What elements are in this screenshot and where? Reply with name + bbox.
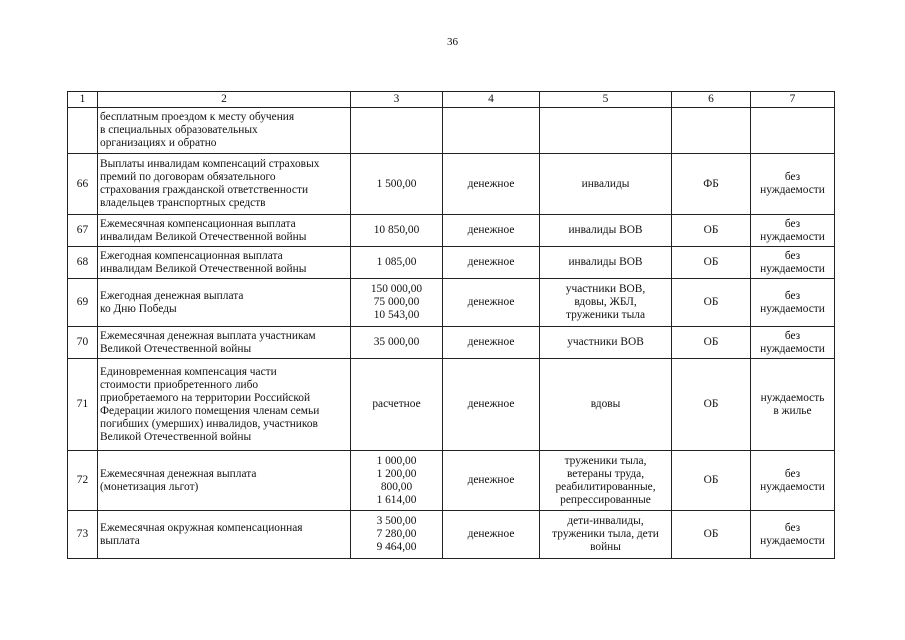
form-cell: денежное bbox=[443, 511, 540, 559]
table-row bbox=[68, 279, 835, 327]
row-number-cell: 69 bbox=[68, 279, 98, 327]
benefit-name-cell bbox=[98, 451, 351, 511]
amount-value: 7 280,00 bbox=[376, 528, 417, 540]
condition-line: нуждаемость bbox=[760, 391, 825, 404]
benefit-name-line: Единовременная компенсация части bbox=[100, 365, 277, 378]
condition-line: без bbox=[784, 521, 801, 534]
amount-value: 1 085,00 bbox=[376, 256, 417, 268]
condition-cell bbox=[751, 359, 835, 451]
recipient-line: вдовы bbox=[590, 398, 621, 410]
recipients-cell bbox=[540, 279, 672, 327]
recipients-cell bbox=[540, 154, 672, 215]
table-row bbox=[68, 154, 835, 215]
benefit-name-cell bbox=[98, 108, 351, 154]
recipient-line: дети-инвалиды, bbox=[567, 515, 644, 527]
benefit-name-cell bbox=[98, 279, 351, 327]
condition-cell bbox=[751, 279, 835, 327]
column-header: 3 bbox=[351, 92, 443, 108]
amount-value: 800,00 bbox=[380, 480, 413, 493]
table-row bbox=[68, 511, 835, 559]
recipients-cell bbox=[540, 359, 672, 451]
condition-cell bbox=[751, 247, 835, 279]
form-cell: денежное bbox=[443, 247, 540, 279]
budget-cell: ОБ bbox=[672, 511, 751, 559]
benefit-name-line: Федерации жилого помещения членам семьи bbox=[100, 404, 320, 417]
condition-line: без bbox=[784, 171, 801, 183]
benefit-name-line: Великой Отечественной войны bbox=[100, 342, 252, 355]
amount-value: 10 850,00 bbox=[373, 224, 420, 236]
amount-cell bbox=[351, 359, 443, 451]
amount-value: 3 500,00 bbox=[376, 515, 417, 527]
benefit-name-line: Ежегодная компенсационная выплата bbox=[100, 249, 283, 262]
benefit-name-cell bbox=[98, 359, 351, 451]
recipients-cell bbox=[540, 327, 672, 359]
condition-line: нуждаемости bbox=[760, 230, 825, 243]
benefit-name-line: Ежегодная денежная выплата bbox=[100, 289, 244, 302]
table-row bbox=[68, 247, 835, 279]
table-row bbox=[68, 215, 835, 247]
budget-cell: ОБ bbox=[672, 327, 751, 359]
benefit-name-cell bbox=[98, 215, 351, 247]
condition-line: нуждаемости bbox=[760, 184, 825, 196]
column-header: 6 bbox=[672, 92, 751, 108]
amount-value: 35 000,00 bbox=[373, 336, 420, 348]
benefit-name-line: Ежемесячная компенсационная выплата bbox=[100, 217, 296, 230]
benefit-name-line: Выплаты инвалидам компенсаций страховых bbox=[100, 158, 320, 170]
amount-value: 75 000,00 bbox=[373, 296, 420, 308]
benefit-name-line: приобретаемого на территории Российской bbox=[100, 391, 311, 404]
column-header: 5 bbox=[540, 92, 672, 108]
benefit-name-line: Ежемесячная денежная выплата участникам bbox=[100, 329, 316, 342]
condition-cell bbox=[751, 154, 835, 215]
benefit-name-line: организациях и обратно bbox=[100, 137, 217, 149]
form-cell: денежное bbox=[443, 327, 540, 359]
budget-cell: ОБ bbox=[672, 451, 751, 511]
condition-cell bbox=[751, 511, 835, 559]
recipient-line: реабилитированные, bbox=[555, 480, 656, 493]
condition-cell bbox=[751, 108, 835, 154]
recipients-cell bbox=[540, 108, 672, 154]
benefit-name-line: в специальных образовательных bbox=[100, 124, 258, 136]
budget-cell: ОБ bbox=[672, 279, 751, 327]
recipient-line: труженики тыла, дети bbox=[552, 528, 659, 540]
condition-line: нуждаемости bbox=[760, 534, 825, 547]
amount-cell bbox=[351, 327, 443, 359]
row-number-cell: 66 bbox=[68, 154, 98, 215]
recipient-line: инвалиды ВОВ bbox=[568, 224, 643, 236]
recipient-line: участники ВОВ bbox=[567, 336, 644, 348]
budget-cell: ОБ bbox=[672, 215, 751, 247]
amount-cell bbox=[351, 279, 443, 327]
benefits-table bbox=[67, 91, 835, 559]
amount-value: 9 464,00 bbox=[376, 541, 417, 553]
benefit-name-line: бесплатным проездом к месту обучения bbox=[100, 111, 295, 123]
benefit-name-line: Ежемесячная окружная компенсационная bbox=[100, 521, 303, 534]
form-cell: денежное bbox=[443, 359, 540, 451]
recipient-line: труженики тыла, bbox=[564, 454, 647, 467]
condition-line: нуждаемости bbox=[760, 342, 825, 355]
condition-line: без bbox=[784, 249, 801, 262]
budget-cell: ОБ bbox=[672, 359, 751, 451]
recipient-line: участники ВОВ, bbox=[565, 283, 646, 295]
amount-cell bbox=[351, 154, 443, 215]
row-number-cell bbox=[68, 108, 98, 154]
row-number-cell: 68 bbox=[68, 247, 98, 279]
budget-cell: ФБ bbox=[672, 154, 751, 215]
amount-cell bbox=[351, 511, 443, 559]
benefit-name-line: Великой Отечественной войны bbox=[100, 430, 252, 443]
table-row bbox=[68, 451, 835, 511]
benefit-name-line: Ежемесячная денежная выплата bbox=[100, 467, 257, 480]
benefit-name-line: выплата bbox=[100, 534, 140, 547]
condition-cell bbox=[751, 215, 835, 247]
benefit-name-line: ко Дню Победы bbox=[100, 302, 177, 315]
column-header: 2 bbox=[98, 92, 351, 108]
row-number-cell: 70 bbox=[68, 327, 98, 359]
row-number-cell: 73 bbox=[68, 511, 98, 559]
benefit-name-cell bbox=[98, 511, 351, 559]
benefit-name-line: владельцев транспортных средств bbox=[100, 197, 266, 209]
column-header: 1 bbox=[68, 92, 98, 108]
benefit-name-line: инвалидам Великой Отечественной войны bbox=[100, 262, 307, 275]
column-header: 7 bbox=[751, 92, 835, 108]
condition-line: нуждаемости bbox=[760, 262, 825, 275]
recipients-cell bbox=[540, 247, 672, 279]
recipient-line: ветераны труда, bbox=[566, 467, 645, 480]
form-cell: денежное bbox=[443, 451, 540, 511]
benefit-name-line: погибших (умерших) инвалидов, участников bbox=[100, 417, 318, 430]
table-row bbox=[68, 327, 835, 359]
amount-cell bbox=[351, 247, 443, 279]
table-row bbox=[68, 359, 835, 451]
amount-value: 1 500,00 bbox=[376, 177, 417, 190]
amount-value: 10 543,00 bbox=[373, 309, 420, 321]
benefit-name-line: страхования гражданской ответственности bbox=[100, 184, 309, 196]
condition-line: нуждаемости bbox=[760, 302, 825, 315]
budget-cell bbox=[672, 108, 751, 154]
recipient-line: войны bbox=[590, 541, 621, 553]
condition-cell bbox=[751, 451, 835, 511]
amount-cell bbox=[351, 108, 443, 154]
form-cell bbox=[443, 108, 540, 154]
amount-value: 1 000,00 bbox=[376, 454, 417, 467]
benefit-name-line: инвалидам Великой Отечественной войны bbox=[100, 230, 307, 243]
amount-value: 150 000,00 bbox=[370, 283, 423, 295]
recipients-cell bbox=[540, 215, 672, 247]
form-cell: денежное bbox=[443, 279, 540, 327]
benefit-name-line: премий по договорам обязательного bbox=[100, 171, 276, 183]
condition-line: без bbox=[784, 217, 801, 230]
recipient-line: инвалиды bbox=[581, 177, 630, 190]
amount-cell bbox=[351, 451, 443, 511]
page-number: 36 bbox=[447, 36, 458, 48]
form-cell: денежное bbox=[443, 154, 540, 215]
budget-cell: ОБ bbox=[672, 247, 751, 279]
recipients-cell bbox=[540, 451, 672, 511]
condition-line: без bbox=[784, 329, 801, 342]
benefit-name-cell bbox=[98, 247, 351, 279]
row-number-cell: 72 bbox=[68, 451, 98, 511]
form-cell: денежное bbox=[443, 215, 540, 247]
benefit-name-line: (монетизация льгот) bbox=[100, 480, 199, 493]
benefit-name-cell bbox=[98, 154, 351, 215]
condition-line: в жилье bbox=[773, 404, 812, 417]
condition-line: без bbox=[784, 289, 801, 302]
row-number-cell: 71 bbox=[68, 359, 98, 451]
condition-line: нуждаемости bbox=[760, 480, 825, 493]
recipient-line: вдовы, ЖБЛ, bbox=[574, 296, 637, 308]
recipients-cell bbox=[540, 511, 672, 559]
amount-cell bbox=[351, 215, 443, 247]
recipient-line: репрессированные bbox=[560, 493, 651, 506]
benefit-name-cell bbox=[98, 327, 351, 359]
recipient-line: труженики тыла bbox=[565, 309, 646, 321]
row-number-cell: 67 bbox=[68, 215, 98, 247]
column-header: 4 bbox=[443, 92, 540, 108]
header-row bbox=[68, 92, 835, 108]
condition-cell bbox=[751, 327, 835, 359]
benefit-name-line: стоимости приобретенного либо bbox=[100, 378, 259, 391]
amount-value: 1 614,00 bbox=[376, 493, 417, 506]
recipient-line: инвалиды ВОВ bbox=[568, 256, 643, 268]
amount-value: 1 200,00 bbox=[376, 467, 417, 480]
table-row bbox=[68, 108, 835, 154]
amount-value: расчетное bbox=[372, 398, 421, 410]
condition-line: без bbox=[784, 467, 801, 480]
